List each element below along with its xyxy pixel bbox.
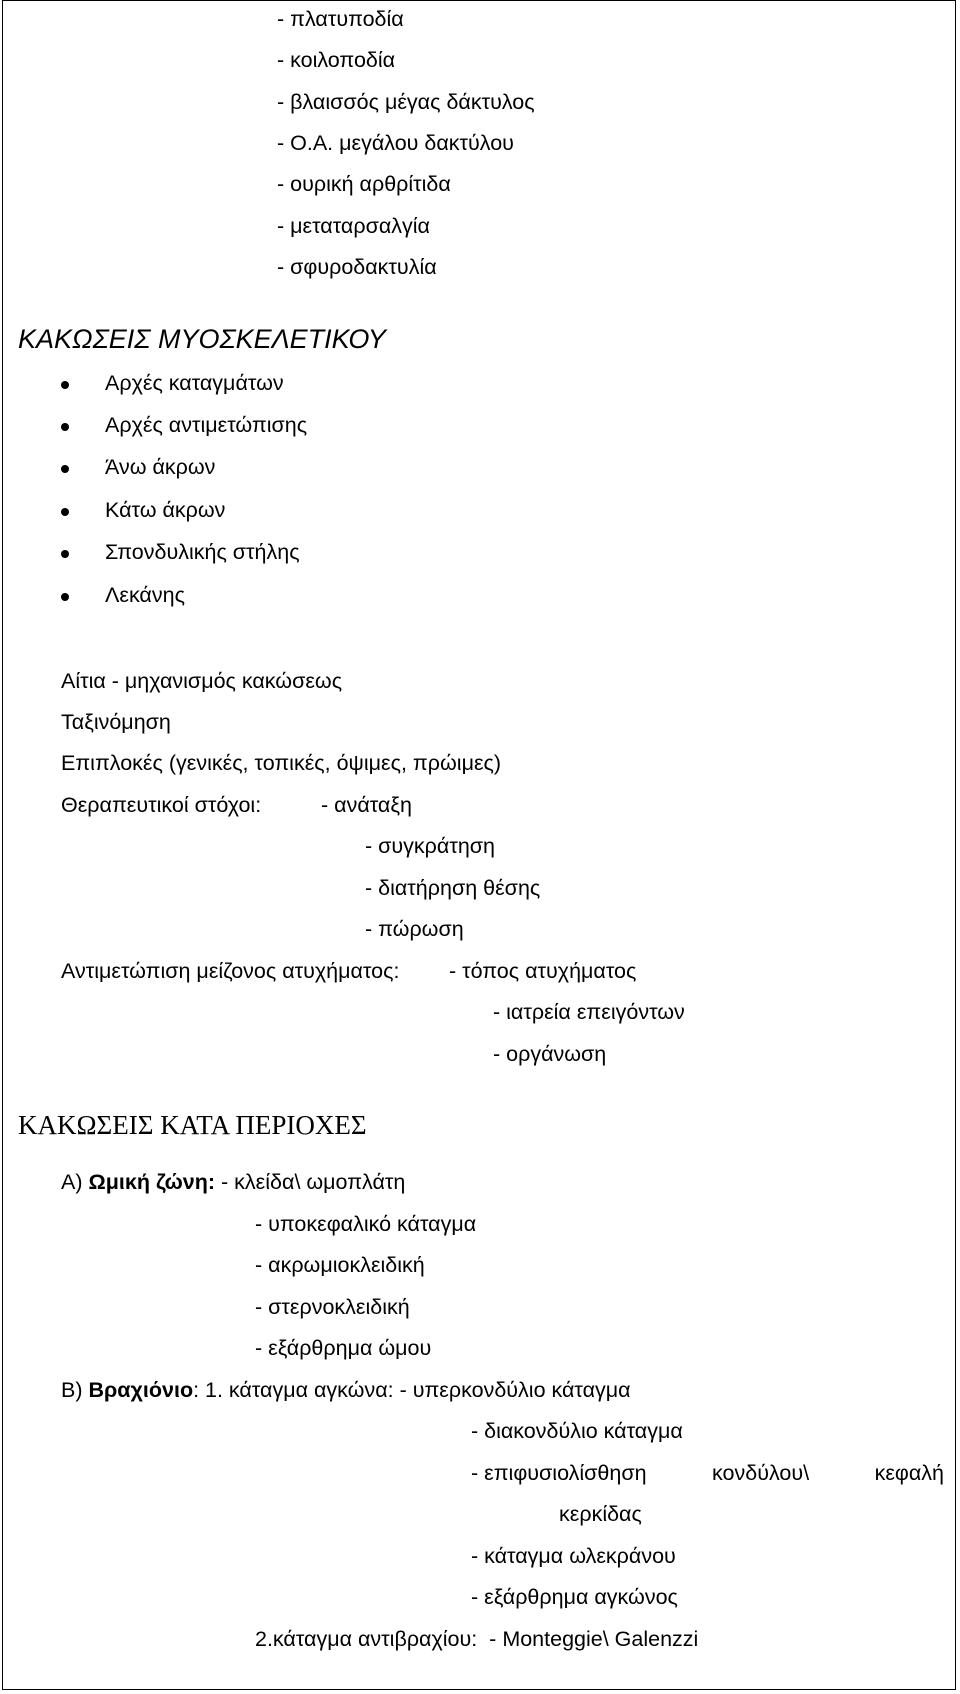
list-item: - ουρική αρθρίτιδα [277, 172, 451, 196]
list-item: Αρχές αντιμετώπισης [105, 413, 308, 437]
list-item: - εξάρθρημα αγκώνος [471, 1585, 678, 1609]
bullet-icon [61, 550, 69, 558]
list-item: κονδύλου\ [712, 1461, 810, 1485]
list-item: - πώρωση [365, 917, 464, 941]
list-item: : 1. κάταγμα αγκώνα: - υπερκονδύλιο κάταγμα [193, 1378, 631, 1402]
bullet-icon [61, 381, 69, 389]
list-item: κεφαλή [874, 1461, 944, 1485]
list-item: Κάτω άκρων [105, 498, 226, 522]
label: Α) [61, 1170, 83, 1194]
section-heading: ΚΑΚΩΣΕΙΣ ΜΥΟΣΚΕΛΕΤΙΚΟΥ [18, 324, 386, 354]
document-page [2, 0, 956, 1690]
bullet-icon [61, 593, 69, 601]
topic-line: Αίτια - μηχανισμός κακώσεως [61, 669, 343, 693]
list-item: - στερνοκλειδική [255, 1295, 410, 1319]
list-item: - κλείδα\ ωμοπλάτη [221, 1170, 406, 1194]
list-item: - κάταγμα ωλεκράνου [471, 1544, 676, 1568]
list-item: - επιφυσιολίσθηση [471, 1461, 647, 1485]
list-item: Άνω άκρων [105, 455, 216, 479]
list-item: Αρχές καταγμάτων [105, 371, 284, 395]
section-heading: ΚΑΚΩΣΕΙΣ ΚΑΤΑ ΠΕΡΙΟΧΕΣ [18, 1110, 367, 1140]
list-item: κερκίδας [559, 1502, 642, 1526]
subsection-title: Ωμική ζώνη: [88, 1170, 216, 1194]
list-item: Λεκάνης [105, 583, 185, 607]
list-item: - συγκράτηση [365, 834, 495, 858]
major-label: Αντιμετώπιση μείζονος ατυχήματος: [61, 959, 400, 983]
list-item: - εξάρθρημα ώμου [255, 1336, 432, 1360]
list-item: - υποκεφαλικό κάταγμα [255, 1212, 477, 1236]
list-item: - πλατυποδία [277, 7, 404, 31]
list-item: - μεταταρσαλγία [277, 214, 430, 238]
list-item: - οργάνωση [493, 1042, 607, 1066]
label: Β) [61, 1378, 83, 1402]
forearm-line: 2.κάταγμα αντιβραχίου: - Monteggie\ Galenzzi [255, 1627, 699, 1651]
list-item: - ιατρεία επειγόντων [493, 1000, 685, 1024]
topic-line: Επιπλοκές (γενικές, τοπικές, όψιμες, πρώιμες) [61, 751, 502, 775]
list-item: - κοιλοποδία [277, 48, 396, 72]
list-item: Σπονδυλικής στήλης [105, 540, 300, 564]
list-item: - διακονδύλιο κάταγμα [471, 1419, 683, 1443]
subsection-a-line [61, 1169, 405, 1195]
subsection-title: Βραχιόνιο [88, 1378, 194, 1402]
bullet-icon [61, 423, 69, 431]
bullet-icon [61, 508, 69, 516]
list-item: - βλαισσός μέγας δάκτυλος [277, 90, 535, 114]
goals-label: Θεραπευτικοί στόχοι: [61, 793, 262, 817]
bullet-icon [61, 465, 69, 473]
list-item: - τόπος ατυχήματος [449, 959, 637, 983]
list-item: - διατήρηση θέσης [365, 876, 541, 900]
list-item: - ανάταξη [321, 793, 412, 817]
justified-line [471, 1460, 944, 1486]
list-item: - ακρωμιοκλειδική [255, 1253, 425, 1277]
topic-line: Ταξινόμηση [61, 710, 171, 734]
list-item: - σφυροδακτυλία [277, 255, 437, 279]
subsection-b-line [61, 1377, 631, 1403]
list-item: - Ο.Α. μεγάλου δακτύλου [277, 131, 514, 155]
